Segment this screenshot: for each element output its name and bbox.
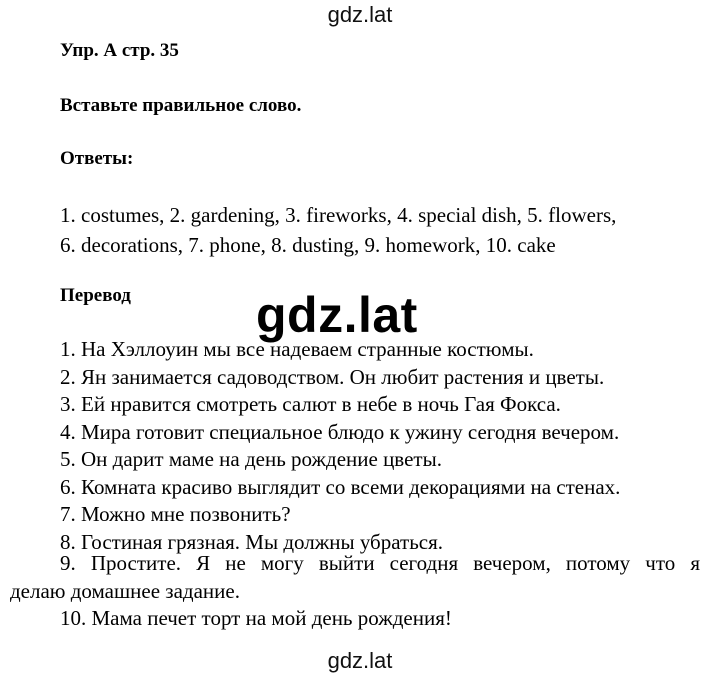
translation-item: 1. На Хэллоуин мы все надеваем странные костюмы. — [60, 337, 534, 361]
translation-item: 5. Он дарит маме на день рождение цветы. — [60, 447, 442, 471]
translation-item: 2. Ян занимается садоводством. Он любит растения и цветы. — [60, 364, 605, 389]
translation-item: 7. Можно мне позвонить? — [60, 502, 291, 526]
watermark-top: gdz.lat — [327, 2, 393, 27]
answers-block — [60, 200, 616, 260]
translation-item: 8. Гостиная грязная. Мы должны убраться. — [60, 529, 444, 554]
exercise-title: Упр. А стр. 35 — [60, 40, 179, 61]
translation-item: 3. Ей нравится смотреть салют в небе в ночь Гая Фокса. — [60, 392, 561, 416]
watermark-center: gdz.lat — [256, 287, 418, 343]
answers-heading: Ответы: — [60, 148, 134, 169]
answers-line: 1. costumes, 2. gardening, 3. fireworks, 4. special dish, 5. flowers, — [60, 203, 617, 227]
translation-item-9 — [10, 550, 700, 605]
watermark-bottom: gdz.lat — [327, 648, 393, 673]
translation-item: 4. Мира готовит специальное блюдо к ужину сегодня вечером. — [60, 419, 620, 444]
translation-item: 6. Комната красиво выглядит со всеми декорациями на стенах. — [60, 474, 621, 499]
translation-list — [60, 336, 620, 556]
translation-item: 9. Простите. Я не могу выйти сегодня вечером, потому что я — [60, 551, 700, 575]
translation-item: 10. Мама печет торт на мой день рождения! — [60, 606, 452, 630]
translation-heading: Перевод — [60, 285, 131, 306]
exercise-instruction: Вставьте правильное слово. — [60, 95, 302, 116]
translation-item-continuation: делаю домашнее задание. — [10, 578, 240, 603]
answers-line: 6. decorations, 7. phone, 8. dusting, 9. homework, 10. cake — [60, 233, 556, 257]
